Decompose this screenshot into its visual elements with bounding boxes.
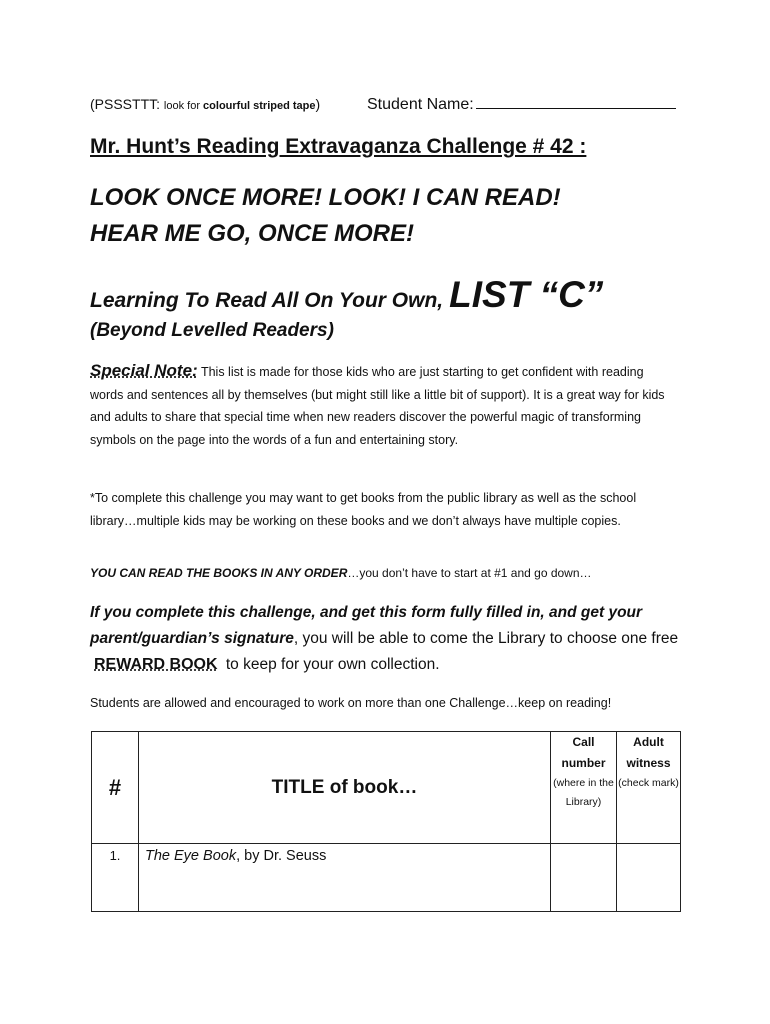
header-line xyxy=(90,96,690,114)
table-header-row xyxy=(92,732,681,844)
header-call-number: Call number (where in the Library) xyxy=(551,732,617,844)
students-allowed-note: Students are allowed and encouraged to work on more than one Challenge…keep on reading! xyxy=(90,696,612,710)
to-complete-note: *To complete this challenge you may want to get books from the public library as well as the school library…multiple kids may be working on these books and we don’t always have multiple copies. xyxy=(90,491,637,528)
list-heading xyxy=(90,274,603,316)
reward-instructions: If you complete this challenge, and get this form fully filled in, and get your parent/guardian’s signature, you will be able to come the Library to choose one free REWARD BOOK to keep for your own collection. xyxy=(90,604,679,673)
witness-check-cell[interactable] xyxy=(617,844,681,912)
reward-book-label: REWARD BOOK xyxy=(94,656,218,673)
any-order-note: YOU CAN READ THE BOOKS IN ANY ORDER…you don’t have to start at #1 and go down… xyxy=(90,566,592,580)
challenge-title: Mr. Hunt’s Reading Extravaganza Challenge # 42 : xyxy=(90,135,587,158)
student-name-field[interactable] xyxy=(367,94,676,114)
book-author: , by Dr. Seuss xyxy=(236,848,327,864)
header-adult-witness: Adult witness (check mark) xyxy=(617,732,681,844)
special-note-label: Special Note: xyxy=(90,361,198,380)
special-note xyxy=(90,360,680,451)
tape-hint: (PSSSTTT: look for colourful striped tape) xyxy=(90,96,321,112)
student-name-label: Student Name: xyxy=(367,96,474,113)
student-name-blank[interactable] xyxy=(476,94,676,109)
row-number: 1. xyxy=(92,844,139,912)
list-letter: LIST “C” xyxy=(449,274,604,315)
book-title: The Eye Book xyxy=(145,848,237,864)
header-number: # xyxy=(92,732,139,844)
list-heading-main: Learning To Read All On Your Own, xyxy=(90,289,444,312)
header-title: TITLE of book… xyxy=(139,732,551,844)
subtitle: (Beyond Levelled Readers) xyxy=(90,320,334,341)
headline-line-2: HEAR ME GO, ONCE MORE! xyxy=(90,220,415,247)
headline-line-1: LOOK ONCE MORE! LOOK! I CAN READ! xyxy=(90,184,561,211)
call-number-cell[interactable] xyxy=(551,844,617,912)
book-table xyxy=(91,731,681,912)
table-row xyxy=(92,844,681,912)
special-note-text: This list is made for those kids who are just starting to get confident with reading words and sentences all by themselves (but might still like a little bit of support). It is a great way for kids and adults to share that special time when new readers discover the powerful magic of transforming symbols on the page into the words of a fun and entertaining story. xyxy=(90,365,665,447)
book-title-cell xyxy=(139,844,551,912)
